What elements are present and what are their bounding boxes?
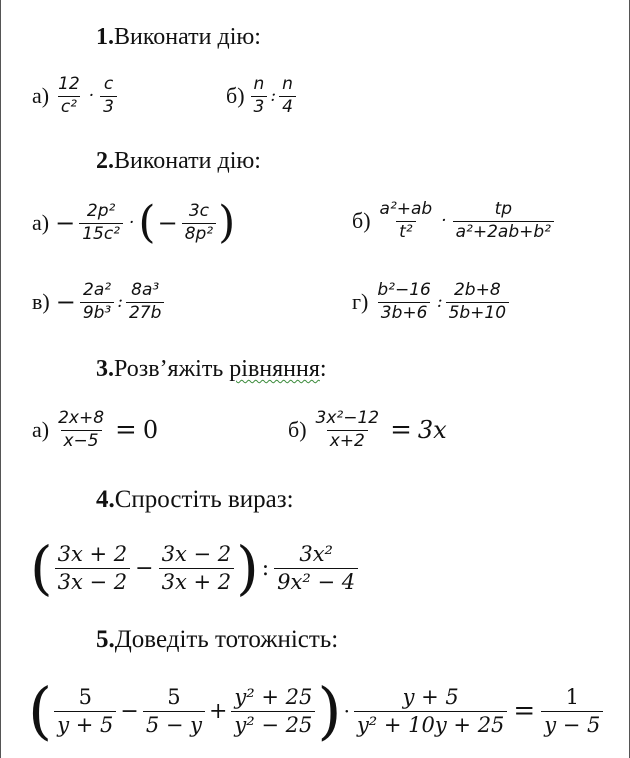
denominator: 9x² − 4 [274, 568, 358, 593]
numerator: 3x − 2 [161, 542, 232, 567]
numerator: 3c [188, 200, 209, 221]
numerator: tp [494, 199, 513, 219]
task1-title: Виконати дію: [114, 24, 261, 50]
task2-a-left-paren: ( [138, 197, 156, 248]
task2-c-minus: − [55, 288, 76, 317]
numerator: y + 5 [402, 685, 459, 710]
task5-fraction5 [541, 686, 603, 735]
task4-fraction3 [274, 543, 358, 592]
task3-a-fraction [55, 410, 107, 451]
denominator: 3x − 2 [55, 568, 131, 593]
task2-c-fraction1 [80, 282, 114, 323]
task1-b [226, 76, 298, 117]
task4-title: Спростіть вираз: [114, 486, 294, 513]
denominator: x−5 [61, 430, 102, 451]
task3-b-equals: = [390, 415, 412, 446]
numerator: n [282, 74, 293, 94]
task1-b-operator: : [270, 86, 277, 107]
task2-a-right-paren: ) [218, 197, 236, 248]
task2-b-operator: · [441, 211, 447, 232]
numerator: 5 [78, 685, 92, 710]
task4-expression [30, 534, 360, 602]
numerator: c [103, 74, 114, 94]
task2-a-fraction2 [182, 200, 216, 244]
task3-a-label: а) [32, 417, 50, 443]
task2-c-fraction2 [126, 282, 164, 323]
task5-minus: − [120, 698, 139, 724]
task3-title-pre: Розв’яжіть [114, 356, 230, 382]
denominator: 27b [126, 302, 164, 323]
denominator: 3 [100, 96, 117, 117]
denominator: 15c² [79, 223, 123, 244]
task4-operator: : [261, 555, 270, 581]
task5-fraction3 [231, 686, 315, 735]
task2-title: Виконати дію: [114, 148, 261, 174]
task1-a-operator: · [88, 86, 95, 107]
task5-fraction1 [54, 686, 116, 735]
task1-b-fraction1 [251, 76, 268, 117]
denominator: x+2 [327, 430, 368, 451]
task2-d-fraction2 [446, 282, 509, 323]
numerator: 3x²−12 [315, 408, 380, 428]
denominator: 5b+10 [446, 302, 509, 323]
task3-b-label: б) [288, 417, 307, 443]
numerator: 2b+8 [453, 280, 501, 300]
task1-a-fraction1 [55, 76, 83, 117]
numerator: 5 [167, 685, 181, 710]
task2-d-operator: : [436, 292, 443, 313]
task3-title-wavy: рівняння [229, 356, 320, 382]
task1-number: 1. [96, 24, 114, 50]
task2-b-fraction1 [377, 201, 436, 242]
numerator: 1 [565, 685, 579, 710]
task4-right-paren: ) [236, 534, 259, 602]
task3-a [32, 410, 158, 451]
numerator: 8a³ [131, 280, 160, 300]
task2-c-operator: : [117, 292, 123, 313]
task2-d [352, 282, 511, 323]
task4-heading [96, 486, 294, 514]
task3-number: 3. [96, 356, 114, 382]
denominator: 4 [279, 96, 296, 117]
task5-title: Доведіть тотожність: [114, 626, 339, 653]
task2-c [32, 282, 166, 323]
denominator: y² − 25 [231, 711, 315, 736]
denominator: 8p² [182, 223, 216, 244]
denominator: y − 5 [541, 711, 603, 736]
task5-plus: + [208, 698, 228, 724]
task5-number: 5. [96, 626, 115, 653]
task4-fraction2 [159, 543, 235, 592]
task4-minus: − [135, 555, 154, 581]
numerator: b²−16 [377, 280, 431, 300]
numerator: 2a² [83, 280, 112, 300]
denominator: 5 − y [143, 711, 205, 736]
task2-a [32, 197, 236, 248]
task3-b-rhs: 3x [417, 416, 447, 445]
task2-a-minus: − [55, 209, 76, 237]
numerator: 2x+8 [58, 408, 105, 428]
task5-heading [96, 626, 338, 654]
task1-a [32, 76, 119, 117]
task2-number: 2. [96, 148, 114, 174]
task3-title-post: : [319, 356, 327, 382]
page-left-border [0, 0, 1, 758]
task2-b-label: б) [352, 208, 371, 234]
task2-a-fraction1 [79, 200, 123, 244]
task4-left-paren: ( [30, 534, 53, 602]
numerator: y² + 25 [234, 685, 313, 710]
denominator: a²+2ab+b² [453, 221, 554, 242]
numerator: 12 [58, 74, 80, 94]
task3-a-equals: = [115, 415, 137, 446]
task1-a-fraction2 [100, 76, 117, 117]
numerator: 3x + 2 [57, 542, 128, 567]
task1-a-label: а) [32, 83, 50, 109]
task4-fraction1 [55, 543, 131, 592]
denominator: 9b³ [80, 302, 114, 323]
denominator: 3x + 2 [159, 568, 235, 593]
task2-heading [96, 148, 261, 175]
task3-b-fraction [313, 410, 383, 451]
task1-b-fraction2 [279, 76, 296, 117]
task2-d-fraction1 [374, 282, 433, 323]
denominator: y² + 10y + 25 [354, 711, 507, 736]
task5-left-paren: ( [28, 674, 53, 747]
task2-a-minus2: − [157, 209, 178, 237]
numerator: 3x² [299, 542, 333, 567]
task1-heading [96, 24, 261, 51]
task5-operator: · [343, 699, 350, 723]
task5-fraction4 [354, 686, 507, 735]
numerator: 2p² [86, 200, 116, 221]
denominator: 3b+6 [378, 302, 431, 323]
task2-d-label: г) [352, 289, 369, 315]
task2-c-label: в) [32, 289, 50, 315]
task5-right-paren: ) [317, 674, 342, 747]
numerator: n [253, 74, 265, 94]
task5-fraction2 [143, 686, 205, 735]
task3-b [288, 410, 447, 451]
task4-number: 4. [96, 486, 115, 513]
task1-b-label: б) [226, 83, 245, 109]
task3-heading [96, 356, 327, 383]
task5-equals: = [513, 696, 536, 726]
denominator: 3 [251, 96, 268, 117]
numerator: a²+ab [379, 199, 433, 219]
denominator: c² [58, 96, 80, 117]
task2-a-operator: · [129, 213, 135, 233]
task2-b [352, 201, 556, 242]
denominator: y + 5 [54, 711, 116, 736]
task2-a-label: а) [32, 210, 50, 235]
task3-a-rhs: 0 [142, 416, 159, 445]
denominator: t² [396, 221, 415, 242]
task2-b-fraction2 [453, 201, 554, 242]
task5-expression [28, 674, 605, 747]
